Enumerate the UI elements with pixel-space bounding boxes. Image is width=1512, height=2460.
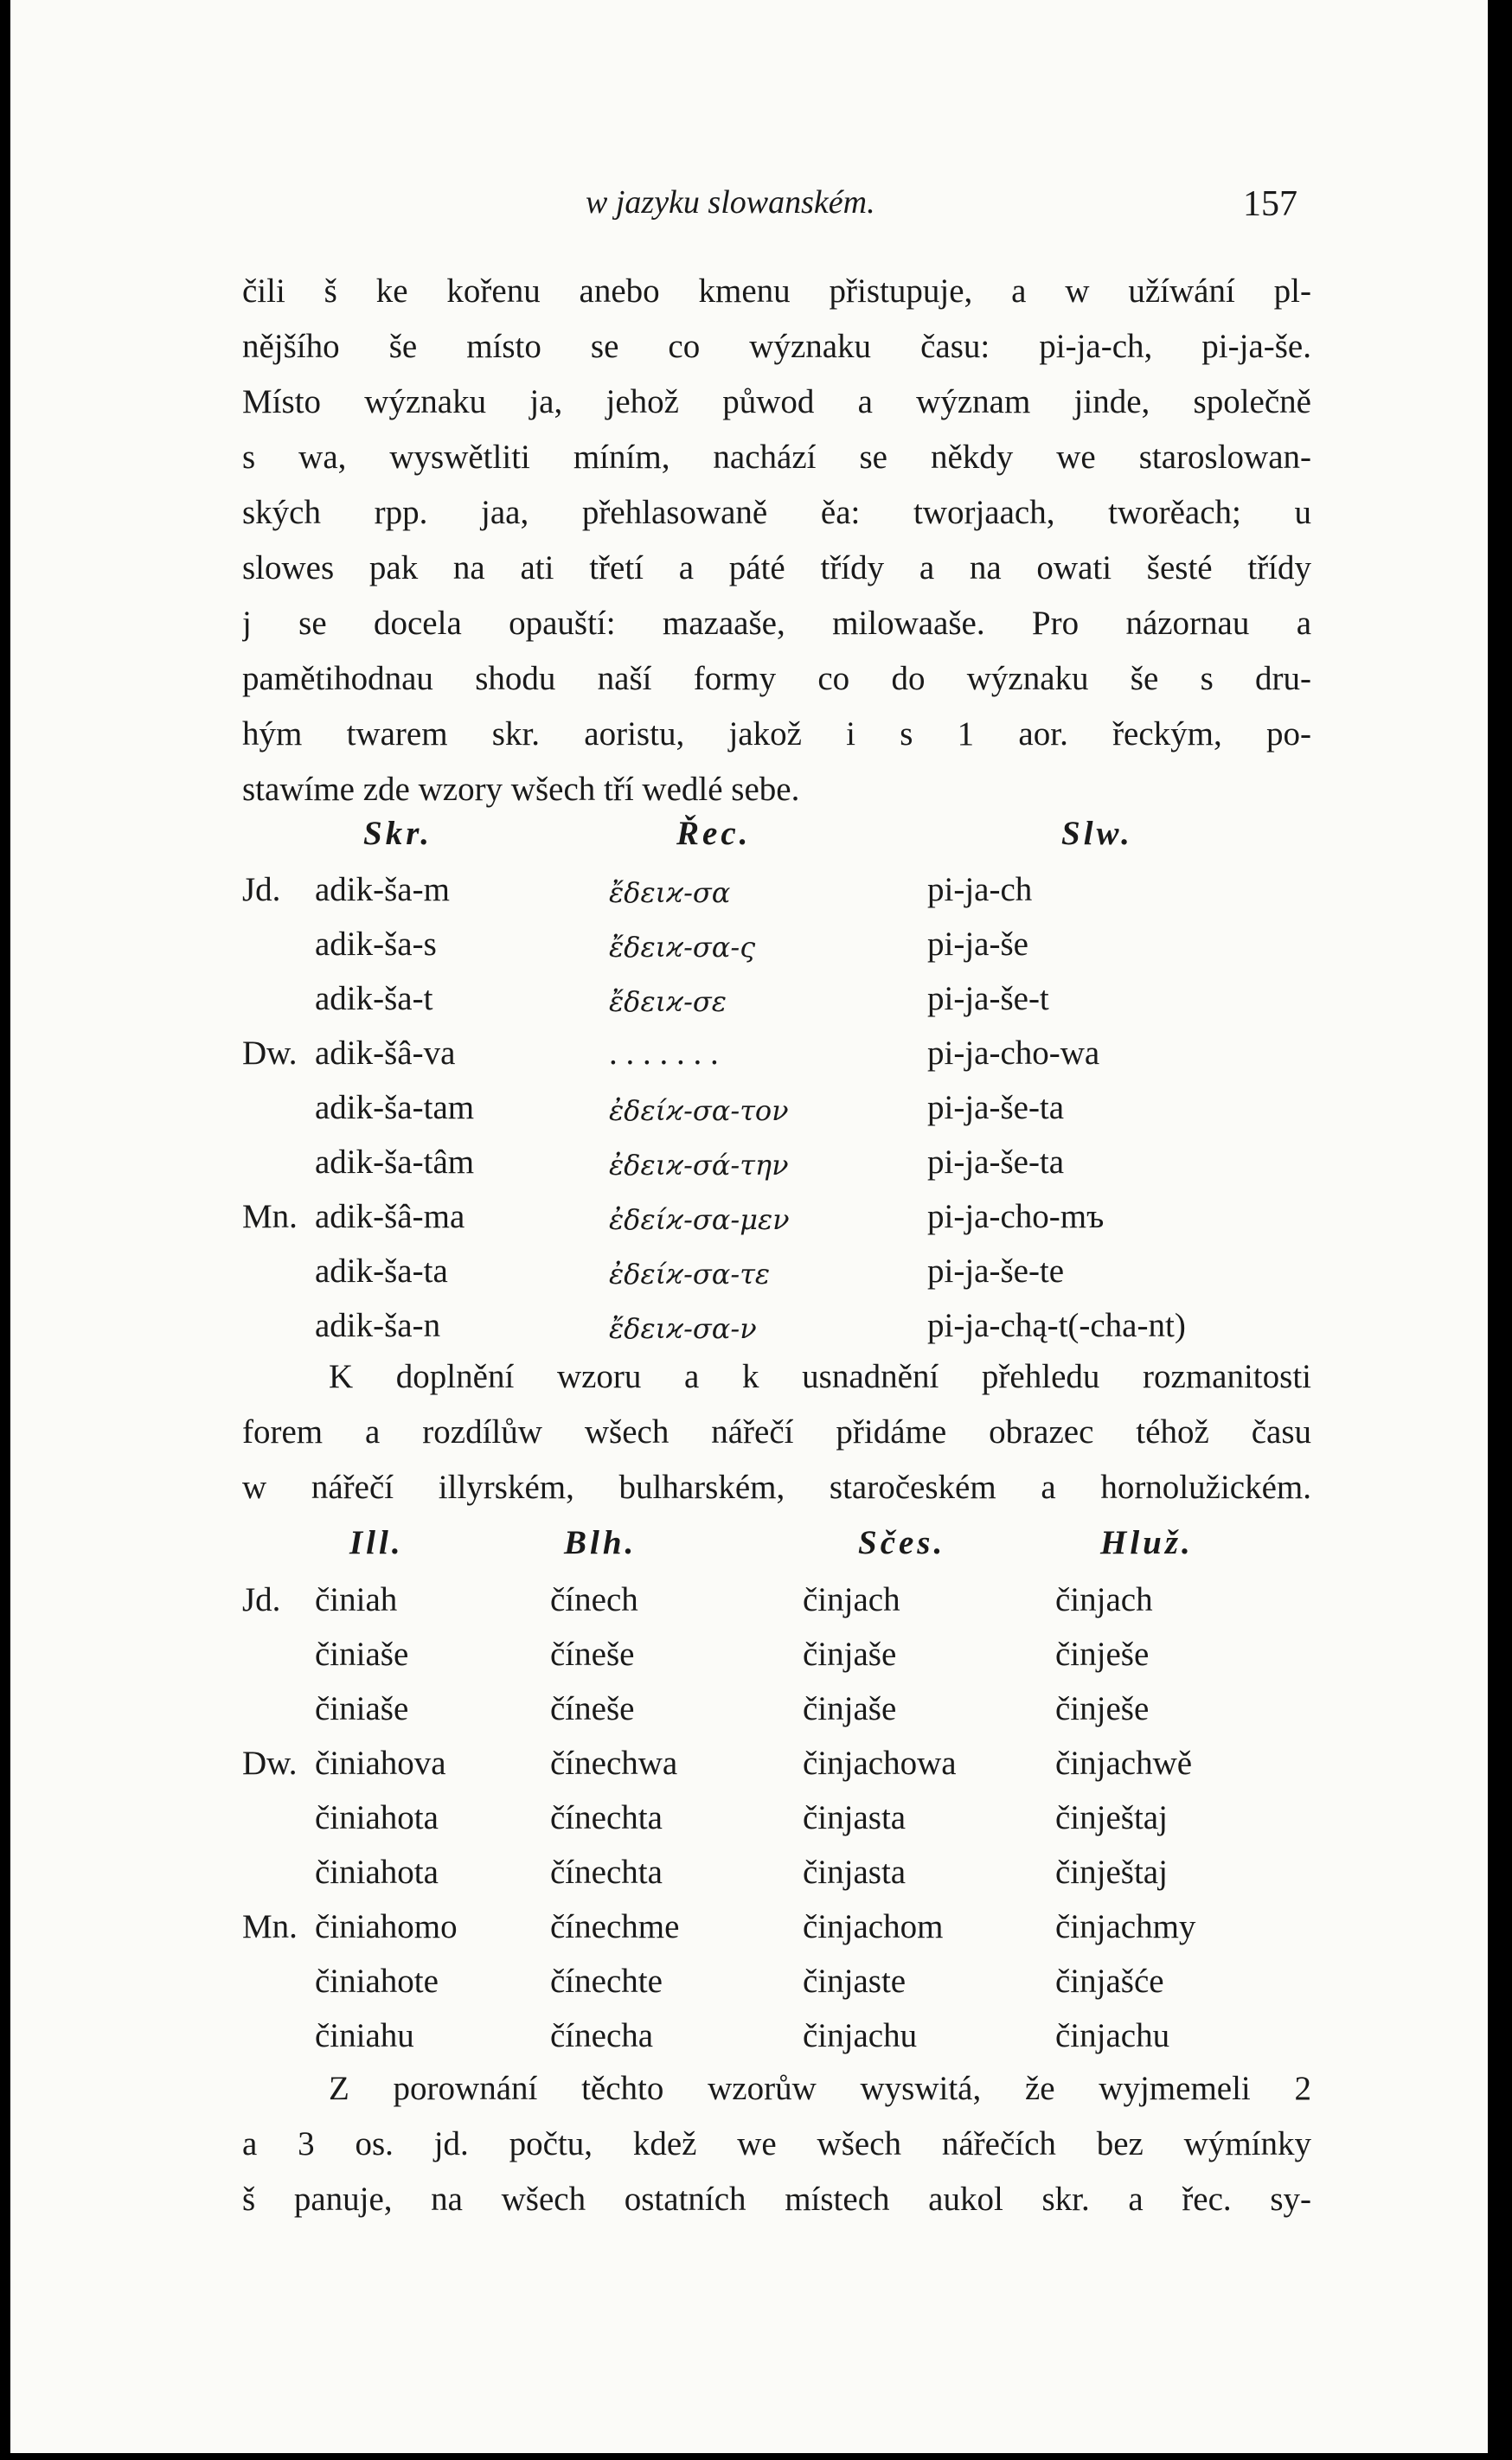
table-cell-ill: činiahote: [315, 1963, 439, 2000]
table-cell-hluz: činjach: [1055, 1581, 1153, 1618]
column-header-skr: Skr.: [363, 815, 432, 852]
table-cell-slw: pi-ja-cho-wa: [927, 1035, 1100, 1072]
table-cell-skr: adik-ša-s: [315, 926, 437, 963]
text-line: slowes pak na ati třetí a páté třídy a na owati šesté třídy: [242, 549, 1311, 586]
text-line: ských rpp. jaa, přehlasowaně ěa: tworjaach, tworěach; u: [242, 494, 1311, 531]
text-line: Místo wýznaku ja, jehož půwod a wýznam jinde, společně: [242, 383, 1311, 420]
column-header-hluz: Hluž.: [1100, 1524, 1194, 1561]
table-cell-slw: pi-ja-chą-t(-cha-nt): [927, 1307, 1186, 1344]
text-line: š panuje, na wšech ostatních místech aukol skr. a řec. sy-: [242, 2181, 1311, 2218]
table-cell-skr: adik-šâ-va: [315, 1035, 456, 1072]
table-cell-slw: pi-ja-ch: [927, 871, 1033, 908]
table-cell-blh: čínech: [550, 1581, 638, 1618]
table-cell-sces: činjachu: [803, 2017, 918, 2054]
text-line: hým twarem skr. aoristu, jakož i s 1 aor. řeckým, po-: [242, 715, 1311, 753]
table-cell-slw: pi-ja-še: [927, 926, 1028, 963]
table-cell-slw: pi-ja-še-ta: [927, 1144, 1065, 1181]
text-line: čili š ke kořenu anebo kmenu přistupuje, a w užíwání pl-: [242, 272, 1311, 310]
table-cell-skr: adik-ša-t: [315, 980, 433, 1017]
table-cell-hluz: činjachwě: [1055, 1745, 1193, 1782]
table-cell-sces: činjach: [803, 1581, 900, 1618]
table-cell-ill: činiahota: [315, 1854, 439, 1891]
text-line: nějšího še místo se co wýznaku času: pi-ja-ch, pi-ja-še.: [242, 328, 1311, 365]
table-cell-sces: činjachom: [803, 1908, 944, 1945]
table-cell-slw: pi-ja-še-te: [927, 1252, 1065, 1290]
book-page: [10, 0, 1488, 2453]
number-label: Mn.: [242, 1908, 298, 1945]
column-header-rec: Řec.: [676, 815, 752, 852]
table-cell-hluz: činjachmy: [1055, 1908, 1196, 1945]
table-cell-hluz: činješe: [1055, 1636, 1150, 1673]
table-cell-hluz: činještaj: [1055, 1854, 1168, 1891]
paragraph-comparison: [242, 1349, 1311, 1515]
table-cell-rec: ἔδειϰ-σε: [609, 985, 727, 1018]
table-cell-ill: činiahota: [315, 1799, 439, 1836]
table-cell-blh: číneše: [550, 1690, 635, 1727]
table-cell-rec: . . . . . . .: [609, 1035, 719, 1072]
table-cell-blh: číneše: [550, 1636, 635, 1673]
text-line: K doplnění wzoru a k usnadnění přehledu rozmanitosti: [329, 1358, 1311, 1395]
running-title: w jazyku slowanském.: [586, 184, 875, 221]
text-line: pamětihodnau shodu naší formy co do wýznaku še s dru-: [242, 660, 1311, 697]
table-cell-ill: činiahova: [315, 1745, 446, 1782]
table-cell-ill: činiahomo: [315, 1908, 458, 1945]
table-cell-sces: činjaše: [803, 1636, 897, 1673]
table-cell-sces: činjasta: [803, 1799, 907, 1836]
number-label: Mn.: [242, 1198, 298, 1235]
table-cell-ill: činiaše: [315, 1690, 409, 1727]
number-label: Jd.: [242, 871, 281, 908]
table-cell-skr: adik-ša-n: [315, 1307, 441, 1344]
table-cell-slw: pi-ja-še-t: [927, 980, 1049, 1017]
table-cell-rec: ἐδείϰ-σα-τον: [609, 1094, 789, 1127]
table-cell-skr: adik-ša-tâm: [315, 1144, 475, 1181]
table-cell-ill: činiah: [315, 1581, 398, 1618]
column-header-slw: Slw.: [1061, 815, 1133, 852]
text-line: stawíme zde wzory wšech tří wedlé sebe.: [242, 771, 800, 808]
table-cell-blh: čínechta: [550, 1799, 663, 1836]
text-line: forem a rozdílůw wšech nářečí přidáme obrazec téhož času: [242, 1413, 1311, 1451]
table-cell-blh: čínechwa: [550, 1745, 678, 1782]
paragraph-conclusion: [242, 2061, 1311, 2227]
table-cell-ill: činiahu: [315, 2017, 414, 2054]
table-cell-rec: ἐδείϰ-σα-τε: [609, 1258, 771, 1291]
text-line: Z porownání těchto wzorůw wyswitá, že wyjmemeli 2: [329, 2070, 1311, 2107]
number-label: Dw.: [242, 1745, 298, 1782]
table-cell-rec: ἐδειϰ-σά-την: [609, 1149, 789, 1182]
table-cell-sces: činjasta: [803, 1854, 907, 1891]
text-line: a 3 os. jd. počtu, kdež we wšech nářečích bez wýmínky: [242, 2125, 1311, 2162]
table-cell-hluz: činješe: [1055, 1690, 1150, 1727]
table-cell-rec: ἐδείϰ-σα-μεν: [609, 1203, 790, 1236]
table-cell-blh: čínecha: [550, 2017, 654, 2054]
table-cell-sces: činjaše: [803, 1690, 897, 1727]
table-cell-rec: ἔδειϰ-σα: [609, 876, 731, 909]
number-label: Jd.: [242, 1581, 281, 1618]
table-cell-slw: pi-ja-cho-mъ: [927, 1198, 1105, 1235]
table-cell-rec: ἔδειϰ-σα-ς: [609, 931, 756, 964]
page-number: 157: [1243, 184, 1297, 224]
table-cell-skr: adik-šâ-ma: [315, 1198, 465, 1235]
table-cell-hluz: činještaj: [1055, 1799, 1168, 1836]
table-cell-hluz: činjašće: [1055, 1963, 1164, 2000]
table-cell-sces: činjaste: [803, 1963, 907, 2000]
running-header: [10, 183, 1488, 235]
table-cell-sces: činjachowa: [803, 1745, 957, 1782]
table-cell-rec: ἔδειϰ-σα-ν: [609, 1312, 757, 1345]
table-cell-ill: činiaše: [315, 1636, 409, 1673]
table-cell-skr: adik-ša-m: [315, 871, 450, 908]
text-line: j se docela opauští: mazaaše, milowaaše. Pro názornau a: [242, 605, 1311, 642]
paragraph-intro: [242, 264, 1311, 817]
table-cell-skr: adik-ša-tam: [315, 1089, 475, 1126]
number-label: Dw.: [242, 1035, 298, 1072]
table-cell-blh: čínechta: [550, 1854, 663, 1891]
table-cell-blh: čínechte: [550, 1963, 663, 2000]
table-cell-blh: čínechme: [550, 1908, 680, 1945]
text-line: w nářečí illyrském, bulharském, staročeském a hornolužickém.: [242, 1469, 1311, 1506]
table-cell-skr: adik-ša-ta: [315, 1252, 448, 1290]
column-header-blh: Blh.: [564, 1524, 637, 1561]
column-header-ill: Ill.: [349, 1524, 404, 1561]
text-line: s wa, wyswětliti míním, nachází se někdy we staroslowan-: [242, 439, 1311, 476]
table-cell-hluz: činjachu: [1055, 2017, 1170, 2054]
table-cell-slw: pi-ja-še-ta: [927, 1089, 1065, 1126]
column-header-sces: Sčes.: [858, 1524, 946, 1561]
